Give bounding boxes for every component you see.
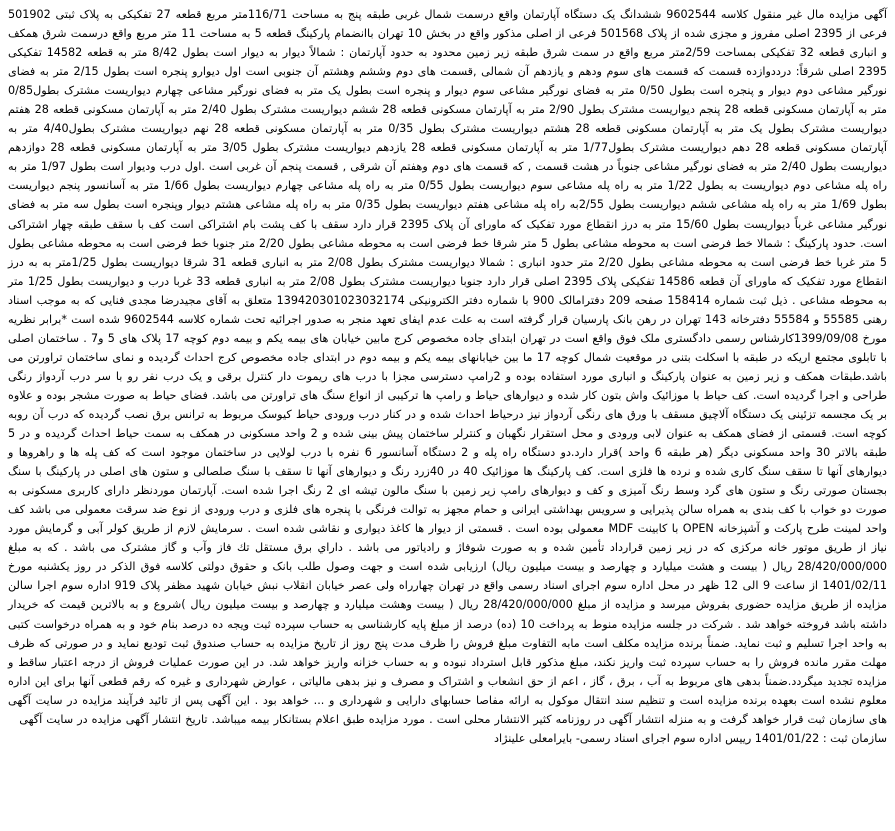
notice-signature-line: سازمان ثبت : 1401/01/22 رییس اداره سوم اجرای اسناد رسمی- بایرامعلی علینژاد [494,731,887,745]
auction-notice-body: آگهی مزایده مال غیر منقول کلاسه 9602544 ششدانگ یک دستگاه آپارتمان واقع درسمت شمال غربی طبقه پنج به مساحت 116/71متر مربع قطعه 27 تفکیکی به پلاک ثبتی 501902 فرعی از 2395 اصلی مفروز و مجزی شده از پلاک 501568 فرعی از اصلی مذکور واقع در بخش 10 تهران باانضمام پارکینگ قطعه 5 به مساحت 11 متر مربع واقع درسمت شرق همکف و انباری قطعه 32 تفکیکی بمساحت 2/59متر مربع واقع در سمت شرق طبقه زیر زمین محدود به حدود آپارتمان : شمالاً دیوار به دیوار است بطول 8/42 متر به قطعه 14582 تفکیکی 2395 اصلی شرقاً: درددوازده قسمت که قسمت های سوم ودهم و یازدهم آن شمالی ,قسمت های دوم وششم وهشتم آن جنوبی است اول دیوارو پنجره است بطول 2/15 متر به فضای نورگیر مشاعی دوم دیوار و پنجره است بطول 0/50 متر به فضای نورگیر مشاعی سوم دیوار و پنجره است بطول یک متر به فضای نورگیر مشاعی چهارم دیواریست مشترک بطول0/85 متر به آپارتمان مسکونی قطعه 28 پنجم دیواریست مشترک بطول 2/90 متر به آپارتمان مسکونی قطعه 28 ششم دیواریست مشترک بطول 2/40 متر به آپارتمان مسکونی قطعه 28 هفتم دیواریست مشترک بطول یک متر به آپارتمان مسکونی قطعه 28 هشتم دیواریست مشترک بطول 0/35 متر به آپارتمان مسکونی قطعه 28 نهم دیواریست مشترک بطول4/40 متر به آپارتمان مسکونی قطعه 28 دهم دیواریست مشترک بطول1/77 متر به آپارتمان مسکونی قطعه 28 یازدهم دیواریست مشترک بطول 3/05 متر به آپارتمان مسکونی قطعه 28 دوازدهم دیواریست بطول 2/40 متر به فضای نورگیر مشاعی جنوباً در هشت قسمت , که قسمت های دوم وهفتم آن شرقی , قسمت پنجم آن غربی است .اول درب ودیوار است بطول 1/97 متر به راه پله مشاعی دوم دیواریست به بطول 1/22 متر به راه پله مشاعی سوم دیواریست بطول 0/55 متر به راه پله مشاعی چهارم دیواریست بطول 1/66 متر به آسانسور پنجم دیواریست بطول 1/69 متر به راه پله مشاعی ششم دیواریست بطول 2/55به راه پله مشاعی هفتم دیواریست بطول 0/35 متر به راه پله مشاعی هشتم دیوار وپنجره است بطول سه متر به فضای نورگیر مشاعی غرباً دیواریست بطول 15/60 متر به درز انقطاع مورد تفکیک که ماورای آن پلاک 2395 قرار دارد سقف با کف پشت بام اشتراکی است کف با سقف طبقه چهار اشتراکی است. حدود پارکینگ : شمالا خط فرضی است به محوطه مشاعی بطول 5 متر شرقا خط فرضی است به محوطه مشاعی بطول 2/20 متر جنوبا خط فرضی است به محوطه مشاعی بطول 5 متر غربا خط فرضی است به محوطه مشاعی بطول 2/20 متر حدود انباری : شمالا دیواریست مشترک بطول 2/08 متر به انباری قطعه 31 شرقا دیواریست بطول 1/25متر به به درز انقطاع مورد تفکیک که ماورای آن قطعه 14586 تفکیکی پلاک 2395 اصلی قرار دارد جنوبا دیواریست مشترک بطول 2/08 متر به انباری قطعه 33 غربا درب و دیواریست بطول 1/25 متر به محوطه مشاعی . ذیل ثبت شماره 158414 صفحه 209 دفترامالک 900 با شماره دفتر الکترونیکی 139420301023032174 متعلق به آقای مجیدرضا مجدی فنایی که به موجب اسناد رهنی 55585 و 55584 دفترخانه 143 تهران در رهن بانک پارسیان قرار گرفته است به علت عدم ایفای تعهد منجر به صدور اجرائیه تحت شماره کلاسه 9602544 شده است *برابر نظریه مورخ 1399/09/08کارشناس رسمی دادگستری ملک فوق واقع است در تهران ابتدای جاده مخصوص کرج مابین خیابان های بیمه یکم و بیمه دوم کوچه 17 پلاک های 5 و7 . ساختمان اصلی با تابلوی مجتمع اریکه در طبقه با اسکلت بتنی در موقعیت شمال کوچه 17 ما بین خیابانهای بیمه یکم و بیمه دوم در ابتدای جاده مخصوص کرج احداث گردیده و نمای ساختمان تراورتن می باشد.طبقات همکف و زیر زمین به عنوان پارکینگ و انباری مورد استفاده بوده و 2رامپ دسترسی مجزا با درب های ریموت دار کنترل برقی و یک درب نفر رو با سر درب آردواز رنگی طراحی و اجرا گردیده است. کف حیاط با موزائیک واش بتون کار شده و دیوارهای حیاط و رامپ ها ترکیبی از انواع سنگ های تراورتن می باشد. فضای حیاط به صورت مشجر بوده و علاوه بر یک مجسمه تزئینی یک دستگاه آلاچیق مسقف با ورق های رنگی آردواز نیز درحیاط احداث شده و در کنار درب ورودی حیاط کیوسک مربوط به ترانس برق نصب گردیده که درب آن روبه کوچه است. قسمتی از فضای همکف به عنوان لابی ورودی و محل استقرار نگهبان و کنترلر ساختمان پیش بینی شده و 2 واحد مسکونی در همکف به سمت حیاط احداث گردیده و در 5 طبقه بالاتر 30 واحد مسکونی دیگر (هر طبقه 6 واحد )قرار دارد.دو دستگاه راه پله و 2 دستگاه آسانسور 6 نفره با درب لولایی در ساختمان موجود است که کف پله ها و راهروها و دیوارهای آنها تا سقف سنگ کاری شده و نرده ها فلزی است. کف پارکینگ ها موزائیک 40 در 40زرد رنگ و دیوارهای آنها تا سقف با سنگ صلصالی و ستون های اصلی در پارکینگ با سنگ بجستان صورتی رنگ و ستون های گرد وسط رنگ آمیزی و کف و دیوارهای رامپ زیر زمین با سنگ مالون تیشه ای 2 رنگ اجرا شده است. آپارتمان موردنظر دارای کاربری مسکونی به صورت دو خواب با کف بندی به همراه سالن پذیرایی و سرویس بهداشتی ایرانی و حمام مجهز به توالت فرنگی با پنجره های فلزی و درب ورودی از نوع ضد سرقت معمولی می باشد کف واحد لمینت طرح پارکت و آشپزخانه OPEN با کابینت MDF معمولی بوده است . قسمتی از دیوار ها کاغذ دیواری و نقاشی شده است . سرمایش لازم از طریق کولر آبی و گرمایش مورد نیاز از طریق موتور خانه مرکزی که در زیر زمین قرارداد تأمین شده و به صورت شوفاژ و رادیاتور می باشد . داراي برق مستقل تك فاز وآب و گاز مشترک می باشد . که به مبلغ 28/420/000/000 ریال ( بیست و هشت میلیارد و چهارصد و بیست میلیون ریال) ارزیابی شده است و جهت وصول طلب بانک و حقوق دولتی کلاسه فوق الذکر در روز یکشنبه مورخ 1401/02/11 از ساعت 9 الی 12 ظهر در محل اداره سوم اجرای اسناد رسمی واقع در تهران چهارراه ولی عصر خیابان انقلاب نبش خیابان شهید مظفر پلاک 919 اداره سوم اجرا سالن مزایده از طریق مزایده حضوری بفروش میرسد و مزایده از مبلغ 28/420/000/000 ریال ( بیست وهشت میلیارد و چهارصد و بیست میلیون ریال )شروع و به بالاترین قیمت که خریدار داشته باشد فروخته خواهد شد . شرکت در جلسه مزایده منوط به پرداخت 10 (ده) درصد از مبلغ پایه کارشناسی به حساب سپرده ثبت ویجه ده درصد بنام خود و به همراه درخواست کتبی به واحد اجرا تسلیم و ثبت نماید. ضمناً برنده مزایده مکلف است مابه التفاوت مبلغ فروش را ظرف مدت پنج روز از تاریخ مزایده به حساب صندوق ثبت تودیع نماید و در صورتی که ظرف مهلت مقرر مانده فروش را به حساب سپرده ثبت واریز نکند، مبلغ مذکور قابل استرداد نبوده و به حساب خزانه واریز خواهد شد. در این صورت عملیات فروش از درجه اعتبار ساقط و مزایده تجدید میگردد.ضمناً بدهی های مربوط به آب ، برق ، گاز ، اعم از حق انشعاب و اشتراک و مصرف و نیز بدهی مالیاتی ، عوارض شهرداری و غیره که رقم قطعی آنها برای این اداره معلوم نشده است بعهده برنده مزایده است و تنظیم سند انتقال موکول به ارائه مفاصا حسابهای دارایی و شهرداری و ... خواهد بود . این آگهی پس از تائید فرآیند مزایده در سایت آگهی های سازمان ثبت قرار خواهد گرفت و به منزله انتشار آگهی در روزنامه کثیر الانتشار محلی است . مورد مزایده طبق اعلام بستانکار بیمه میباشد. تاریخ انتشار آگهی مزایده در سایت آگهی [8,8,888,726]
